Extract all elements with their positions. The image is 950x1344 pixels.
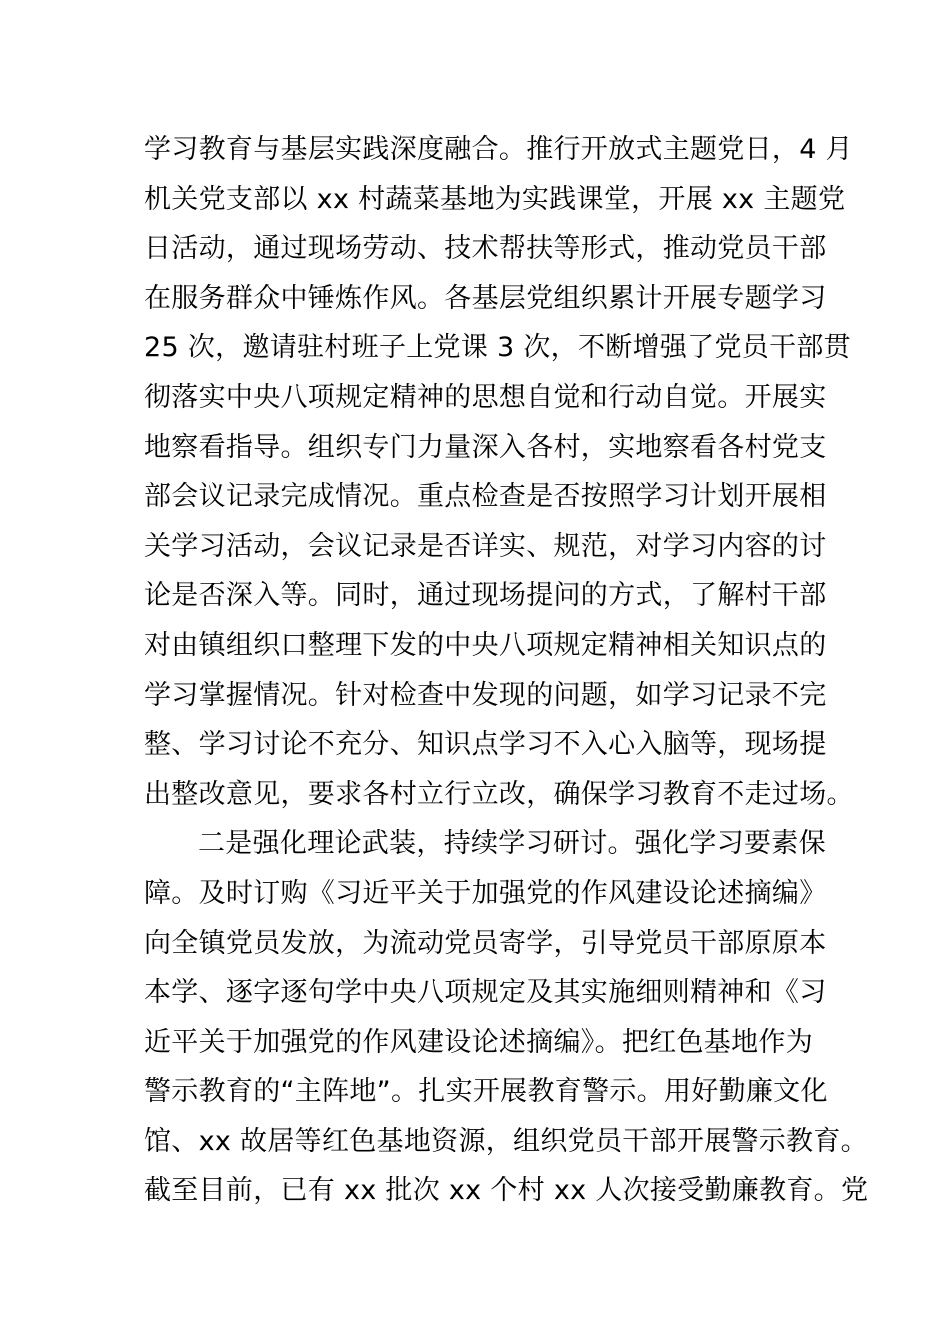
text-line: 近平关于加强党的作风建设论述摘编》。把红色基地作为 — [144, 1026, 813, 1058]
text-line: 警示教育的“主阵地”。扎实开展教育警示。用好勤廉文化 — [144, 1076, 828, 1108]
text-line: 学习掌握情况。针对检查中发现的问题，如学习记录不完 — [144, 679, 827, 711]
text-line-indented: 二是强化理论武装，持续学习研讨。强化学习要素保 — [198, 828, 826, 860]
paragraph-1 — [144, 125, 854, 819]
text-line: 障。及时订购《习近平关于加强党的作风建设论述摘编》 — [144, 877, 827, 909]
text-line: 向全镇党员发放，为流动党员寄学，引导党员干部原原本 — [144, 927, 827, 959]
text-line: 地察看指导。组织专门力量深入各村，实地察看各村党支 — [144, 431, 827, 463]
text-line: 机关党支部以 xx 村蔬菜基地为实践课堂，开展 xx 主题党 — [144, 183, 846, 215]
text-line: 出整改意见，要求各村立行立改，确保学习教育不走过场。 — [144, 778, 854, 810]
text-line: 论是否深入等。同时，通过现场提问的方式，了解村干部 — [144, 580, 827, 612]
text-line: 日活动，通过现场劳动、技术帮扶等形式，推动党员干部 — [144, 233, 827, 265]
text-line: 25 次，邀请驻村班子上党课 3 次，不断增强了党员干部贯 — [144, 332, 851, 364]
document-body — [144, 125, 869, 1216]
text-line: 截至目前，已有 xx 批次 xx 个村 xx 人次接受勤廉教育。党 — [144, 1175, 869, 1207]
text-line: 本学、逐字逐句学中央八项规定及其实施细则精神和《习 — [144, 977, 827, 1009]
text-line: 彻落实中央八项规定精神的思想自觉和行动自觉。开展实 — [144, 381, 827, 413]
text-line: 学习教育与基层实践深度融合。推行开放式主题党日，4 月 — [144, 134, 853, 165]
text-line: 对由镇组织口整理下发的中央八项规定精神相关知识点的 — [144, 629, 827, 661]
text-line: 整、学习讨论不充分、知识点学习不入心入脑等，现场提 — [144, 729, 827, 761]
paragraph-2 — [144, 819, 869, 1216]
text-line: 关学习活动，会议记录是否详实、规范，对学习内容的讨 — [144, 530, 827, 562]
text-line: 在服务群众中锤炼作风。各基层党组织累计开展专题学习 — [144, 282, 827, 314]
text-line: 部会议记录完成情况。重点检查是否按照学习计划开展相 — [144, 481, 827, 513]
text-line: 馆、xx 故居等红色基地资源，组织党员干部开展警示教育。 — [144, 1125, 868, 1157]
